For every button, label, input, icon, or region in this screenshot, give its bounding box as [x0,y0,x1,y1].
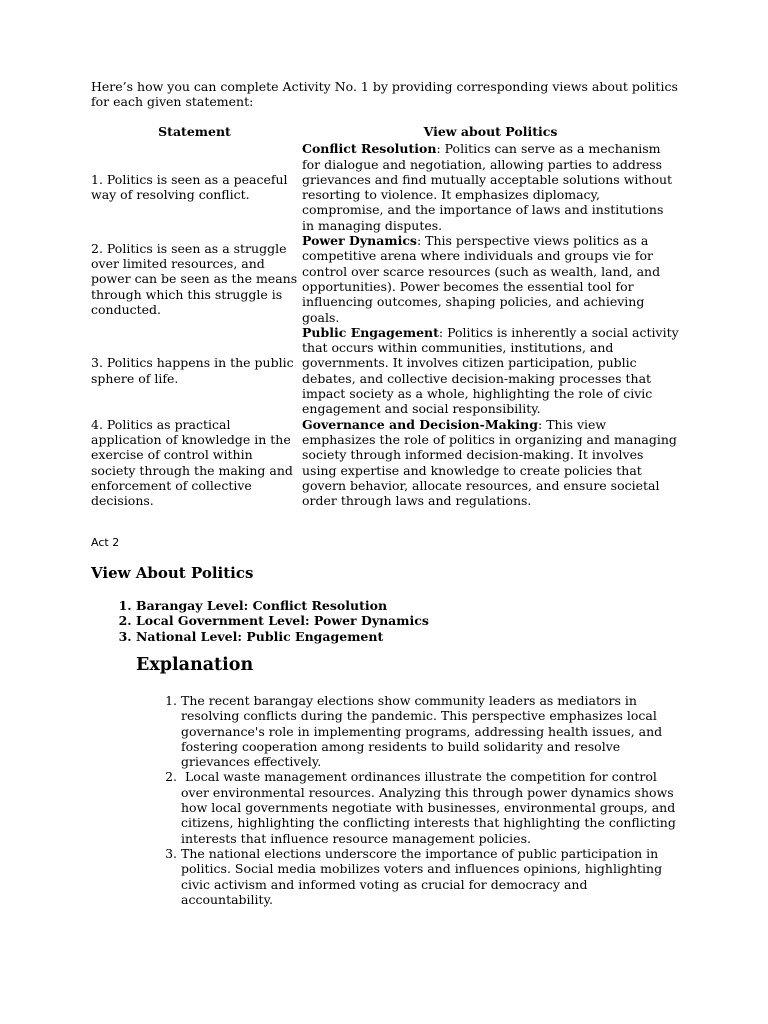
level-name: National Level [136,628,238,644]
list-item: 1. The recent barangay elections show community leaders as mediators in resolving conflicts during the pandemic. This perspective emphasizes local governance's role in implementing programs, addressing health issues, and fostering cooperation among residents to build solidarity and resolve grievances effectively. [181,693,681,769]
view-text: : This perspective views politics as a competitive arena where individuals and groups vie for control over scarce resources (such as wealth, land, and opportunities). Power becomes the essential tool for influencing outcomes, shaping policies, and achieving goals. [302,233,661,325]
view-title: Governance and Decision-Making [302,416,539,432]
view-title: Public Engagement [302,324,439,340]
table-row [89,417,681,509]
explanation-heading: Explanation [136,655,254,675]
view-cell [300,417,681,509]
view-cell [300,233,681,325]
table-row [89,141,681,233]
table-header-row [89,124,681,141]
explanation-list [136,693,681,907]
level-separator: : [304,613,314,629]
level-view: Conflict Resolution [252,598,388,613]
activity-1-table [89,124,681,508]
statement-cell: 2. Politics is seen as a struggle over limited resources, and power can be seen as the means through which this struggle is conducted. [91,240,298,317]
intro-paragraph: Here’s how you can complete Activity No. 1 by providing corresponding views about politics for each given statement: [91,79,678,110]
view-text: : Politics can serve as a mechanism for dialogue and negotiation, allowing parties to address grievances and find mutually acceptable solutions without resorting to violence. It emphasizes diplomacy, compromise, and the importance of laws and institutions in managing disputes. [302,141,673,233]
table-row [89,233,681,325]
levels-list [91,598,636,644]
level-name: Local Government Level [136,613,305,629]
view-text: : This view emphasizes the role of politics in organizing and managing society through informed decision-making. It involves using expertise and knowledge to create policies that govern behavior, allocate resources, and ensure societal order through laws and regulations. [302,416,677,509]
table-row [89,325,681,417]
list-item: 3. The national elections underscore the importance of public participation in politics. Social media mobilizes voters and influences opinions, highlighting civic activism and informed voting as crucial for democracy and accountability. [181,846,681,907]
list-item [136,598,636,613]
view-text: : Politics is inherently a social activity that occurs within communities, institutions, and governments. It involves citizen participation, public debates, and collective decision-making processes that impact society as a whole, highlighting the role of civic engagement and social responsibility. [302,324,679,417]
view-title: Conflict Resolution [302,141,437,157]
view-column-header: View about Politics [423,124,558,139]
level-view: Public Engagement [246,628,384,644]
level-separator: : [243,598,253,613]
act-2-label: Act 2 [91,536,120,549]
level-view: Power Dynamics [313,613,429,629]
list-item [136,613,636,628]
list-item: 2. Local waste management ordinances illustrate the competition for control over environmental resources. Analyzing this through power dynamics shows how local governments negotiate with businesses, environmental groups, and citizens, highlighting the conflicting interests that highlighting the conflicting interests that influence resource management policies. [181,769,681,845]
view-cell [300,141,681,233]
view-cell [300,325,681,417]
level-name: Barangay Level [136,598,244,613]
view-about-politics-heading: View About Politics [91,564,254,582]
statement-cell: 1. Politics is seen as a peaceful way of resolving conflict. [91,171,288,203]
view-title: Power Dynamics [302,233,417,249]
statement-cell: 3. Politics happens in the public sphere of life. [91,355,294,386]
statement-cell: 4. Politics as practical application of knowledge in the exercise of control within society through the making and enforcement of collective decisions. [91,416,293,509]
level-separator: : [237,628,247,644]
list-item [136,629,636,644]
statement-column-header: Statement [158,124,231,139]
